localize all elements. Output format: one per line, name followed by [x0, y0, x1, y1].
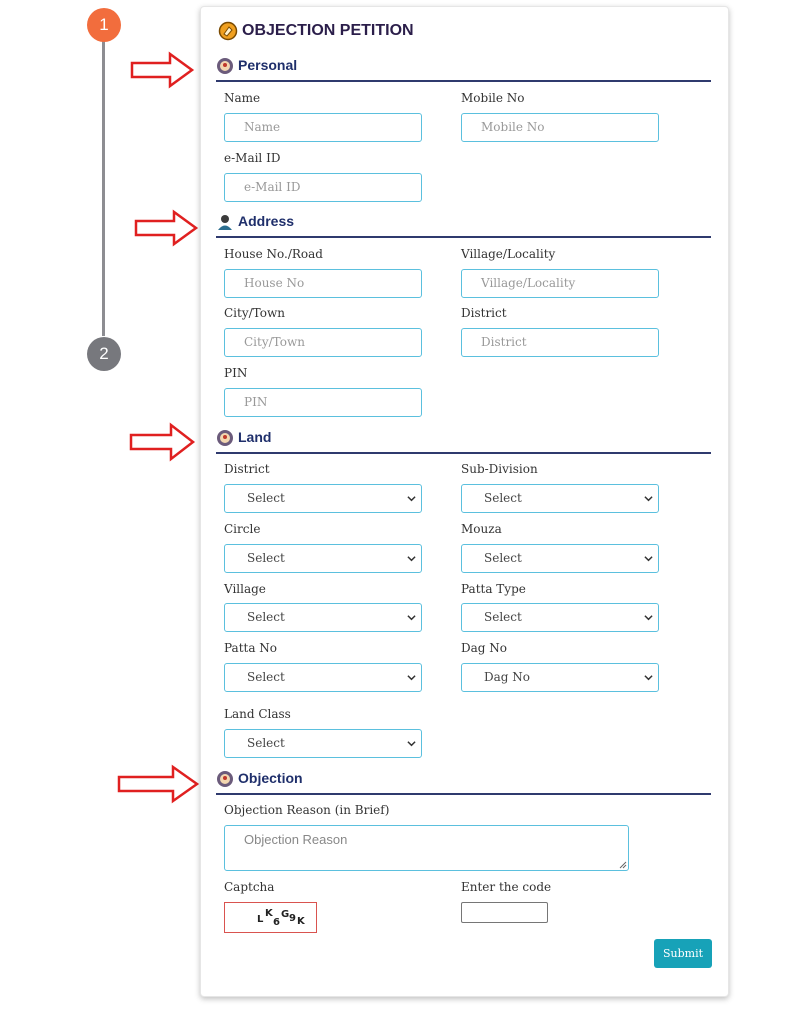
captcha-char: K: [297, 916, 305, 927]
section-land-title: Land: [238, 429, 272, 445]
village-select[interactable]: [224, 603, 422, 632]
land-district-label: District: [224, 462, 270, 476]
address-district-label: District: [461, 306, 507, 320]
dag-no-value: Dag No: [484, 670, 530, 684]
captcha-image: [224, 902, 317, 933]
section-objection-header: [216, 770, 711, 795]
patta-type-select[interactable]: [461, 603, 659, 632]
land-class-select[interactable]: [224, 729, 422, 758]
patta-type-value: Select: [484, 610, 522, 624]
objection-reason-textarea[interactable]: [224, 825, 629, 871]
mouza-label: Mouza: [461, 522, 502, 536]
code-label: Enter the code: [461, 880, 552, 894]
chevron-down-icon: [407, 673, 416, 682]
land-class-value: Select: [247, 736, 285, 750]
land-district-select[interactable]: [224, 484, 422, 513]
mobile-input[interactable]: Mobile No: [461, 113, 659, 142]
chevron-down-icon: [407, 739, 416, 748]
arrow-icon: [132, 209, 200, 247]
step-1-badge[interactable]: 1: [87, 8, 121, 42]
dag-no-label: Dag No: [461, 641, 507, 655]
chevron-down-icon: [407, 613, 416, 622]
petition-badge-icon: [218, 21, 238, 41]
chevron-down-icon: [644, 494, 653, 503]
emblem-icon: [216, 429, 234, 447]
objection-petition-card: [200, 6, 729, 997]
page-title: [218, 21, 414, 41]
captcha-code-input[interactable]: [461, 902, 548, 923]
patta-no-select[interactable]: [224, 663, 422, 692]
emblem-icon: [216, 770, 234, 788]
mouza-value: Select: [484, 551, 522, 565]
chevron-down-icon: [644, 613, 653, 622]
mouza-select[interactable]: [461, 544, 659, 573]
arrow-icon: [115, 764, 201, 804]
land-district-value: Select: [247, 491, 285, 505]
captcha-char: L: [257, 914, 264, 925]
captcha-label: Captcha: [224, 880, 275, 894]
village-value: Select: [247, 610, 285, 624]
dag-no-select[interactable]: [461, 663, 659, 692]
section-personal-header: [216, 57, 711, 82]
section-personal-title: Personal: [238, 57, 298, 73]
email-label: e-Mail ID: [224, 151, 281, 165]
patta-no-label: Patta No: [224, 641, 278, 655]
subdivision-value: Select: [484, 491, 522, 505]
house-label: House No./Road: [224, 247, 323, 261]
chevron-down-icon: [407, 494, 416, 503]
objection-reason-label: Objection Reason (in Brief): [224, 803, 390, 817]
subdivision-select[interactable]: [461, 484, 659, 513]
captcha-char: 9: [289, 913, 296, 924]
mobile-label: Mobile No: [461, 91, 525, 105]
section-land-header: [216, 429, 711, 454]
city-input[interactable]: City/Town: [224, 328, 422, 357]
patta-no-value: Select: [247, 670, 285, 684]
pin-input[interactable]: PIN: [224, 388, 422, 417]
person-icon: [216, 213, 234, 231]
captcha-char: K: [265, 908, 273, 919]
section-address-header: [216, 213, 711, 238]
section-objection-title: Objection: [238, 770, 303, 786]
patta-type-label: Patta Type: [461, 582, 526, 596]
arrow-icon: [127, 422, 197, 462]
objection-reason-placeholder: Objection Reason: [244, 832, 348, 847]
stepper-line: [102, 40, 105, 336]
city-label: City/Town: [224, 306, 285, 320]
chevron-down-icon: [407, 554, 416, 563]
house-input[interactable]: House No: [224, 269, 422, 298]
arrow-icon: [128, 51, 196, 89]
page-title-text: OBJECTION PETITION: [242, 22, 414, 39]
chevron-down-icon: [644, 673, 653, 682]
address-district-input[interactable]: District: [461, 328, 659, 357]
circle-label: Circle: [224, 522, 261, 536]
resize-grip-icon[interactable]: [619, 861, 627, 869]
village-label: Village: [224, 582, 266, 596]
village-locality-input[interactable]: Village/Locality: [461, 269, 659, 298]
name-label: Name: [224, 91, 261, 105]
captcha-char: 6: [273, 917, 280, 928]
land-class-label: Land Class: [224, 707, 291, 721]
circle-value: Select: [247, 551, 285, 565]
emblem-icon: [216, 57, 234, 75]
step-2-badge[interactable]: 2: [87, 337, 121, 371]
pin-label: PIN: [224, 366, 248, 380]
email-input[interactable]: e-Mail ID: [224, 173, 422, 202]
circle-select[interactable]: [224, 544, 422, 573]
chevron-down-icon: [644, 554, 653, 563]
section-address-title: Address: [238, 213, 295, 229]
village-locality-label: Village/Locality: [461, 247, 556, 261]
subdivision-label: Sub-Division: [461, 462, 538, 476]
captcha-char: G: [281, 909, 290, 920]
submit-button[interactable]: Submit: [654, 939, 712, 968]
name-input[interactable]: Name: [224, 113, 422, 142]
